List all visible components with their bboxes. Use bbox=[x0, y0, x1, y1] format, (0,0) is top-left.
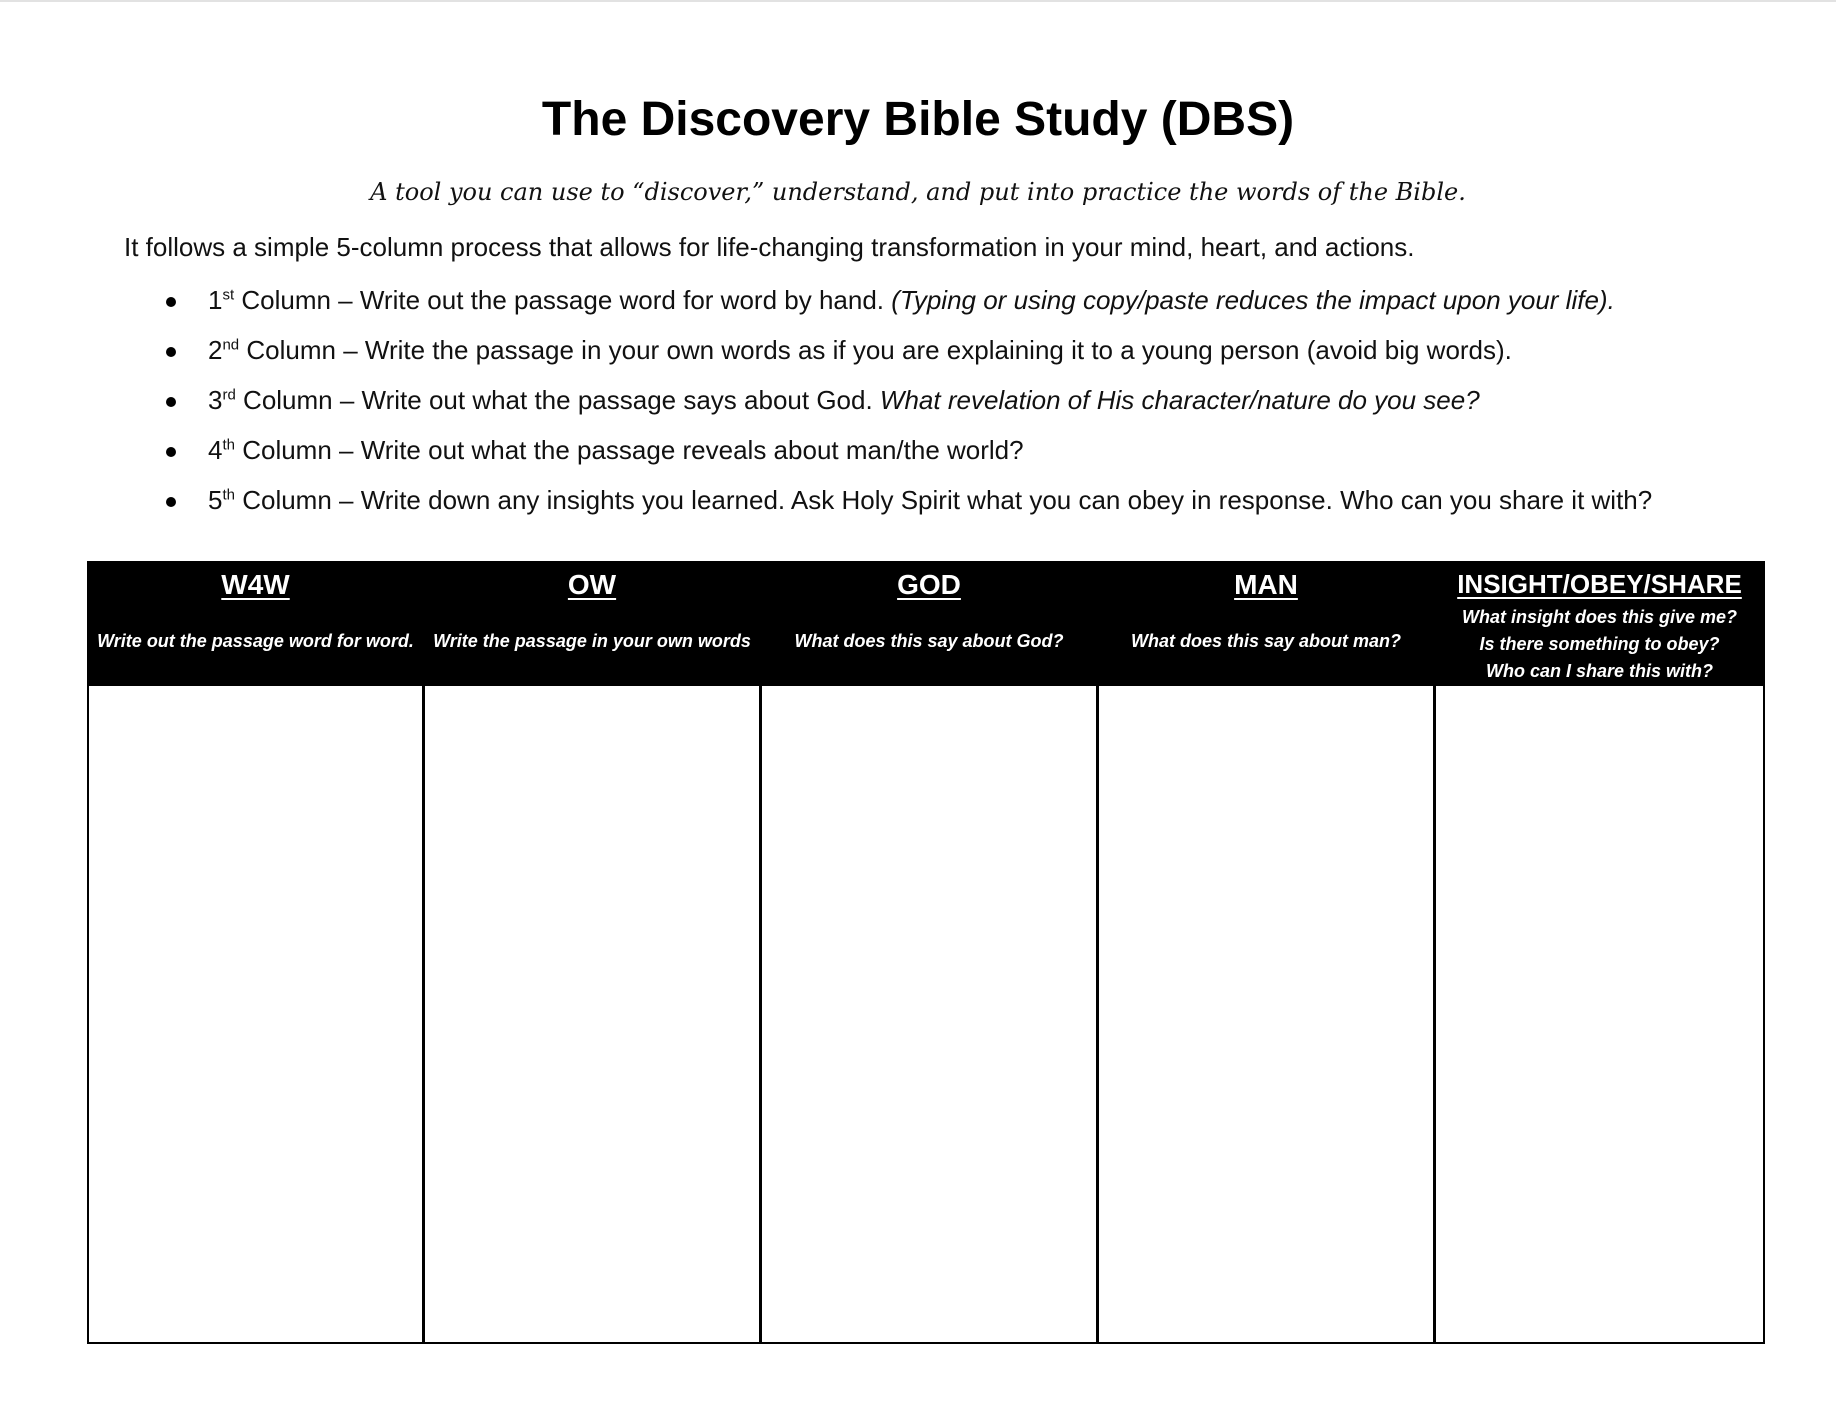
bullet-icon bbox=[166, 447, 176, 457]
column-header-ow bbox=[425, 563, 759, 683]
column-subtitle-line: What insight does this give me? bbox=[1461, 607, 1738, 627]
writing-area-w4w[interactable] bbox=[89, 686, 422, 1342]
column-subtitle-line: Who can I share this with? bbox=[1485, 661, 1714, 681]
column-title: INSIGHT/OBEY/SHARE bbox=[1457, 569, 1742, 599]
column-title: MAN bbox=[1234, 569, 1298, 600]
list-item: 2nd Column – Write the passage in your own words as if you are explaining it to a young person (avoid big words). bbox=[160, 330, 1652, 380]
column-title: OW bbox=[567, 569, 617, 600]
list-item: 4th Column – Write out what the passage reveals about man/the world? bbox=[160, 430, 1652, 480]
column-subtitle: Write the passage in your own words bbox=[433, 631, 751, 651]
bullet-icon bbox=[166, 397, 176, 407]
column-subtitle: What does this say about man? bbox=[1130, 631, 1402, 651]
column-header-insight-obey-share bbox=[1436, 563, 1763, 683]
bullet-icon bbox=[166, 347, 176, 357]
page-top-border bbox=[0, 0, 1836, 2]
page-title: The Discovery Bible Study (DBS) bbox=[541, 93, 1295, 146]
writing-area-man[interactable] bbox=[1099, 686, 1433, 1342]
writing-area-ow[interactable] bbox=[425, 686, 759, 1342]
intro-paragraph: It follows a simple 5-column process that allows for life-changing transformation in your mind, heart, and actions. bbox=[124, 232, 1415, 262]
bullet-icon bbox=[166, 497, 176, 507]
list-item: 3rd Column – Write out what the passage says about God. What revelation of His character/nature do you see? bbox=[160, 380, 1652, 430]
writing-area-god[interactable] bbox=[762, 686, 1096, 1342]
column-subtitle-line: Is there something to obey? bbox=[1479, 634, 1720, 654]
dbs-worksheet-table bbox=[87, 561, 1765, 1344]
list-item: 1st Column – Write out the passage word for word by hand. (Typing or using copy/paste reduces the impact upon your life). bbox=[160, 280, 1652, 330]
page-subtitle: A tool you can use to “discover,” understand, and put into practice the words of the Bible. bbox=[370, 178, 1466, 206]
column-title: W4W bbox=[221, 569, 290, 600]
column-title: GOD bbox=[897, 569, 961, 600]
writing-area-insight[interactable] bbox=[1436, 686, 1763, 1342]
column-subtitle: What does this say about God? bbox=[794, 631, 1064, 651]
bullet-icon bbox=[166, 297, 176, 307]
column-subtitle: Write out the passage word for word. bbox=[97, 631, 414, 651]
column-header-w4w bbox=[89, 563, 422, 683]
list-item: 5th Column – Write down any insights you learned. Ask Holy Spirit what you can obey in response. Who can you share it with? bbox=[160, 480, 1652, 530]
column-header-god bbox=[762, 563, 1096, 683]
column-instructions-list bbox=[160, 280, 1652, 530]
column-header-man bbox=[1099, 563, 1433, 683]
